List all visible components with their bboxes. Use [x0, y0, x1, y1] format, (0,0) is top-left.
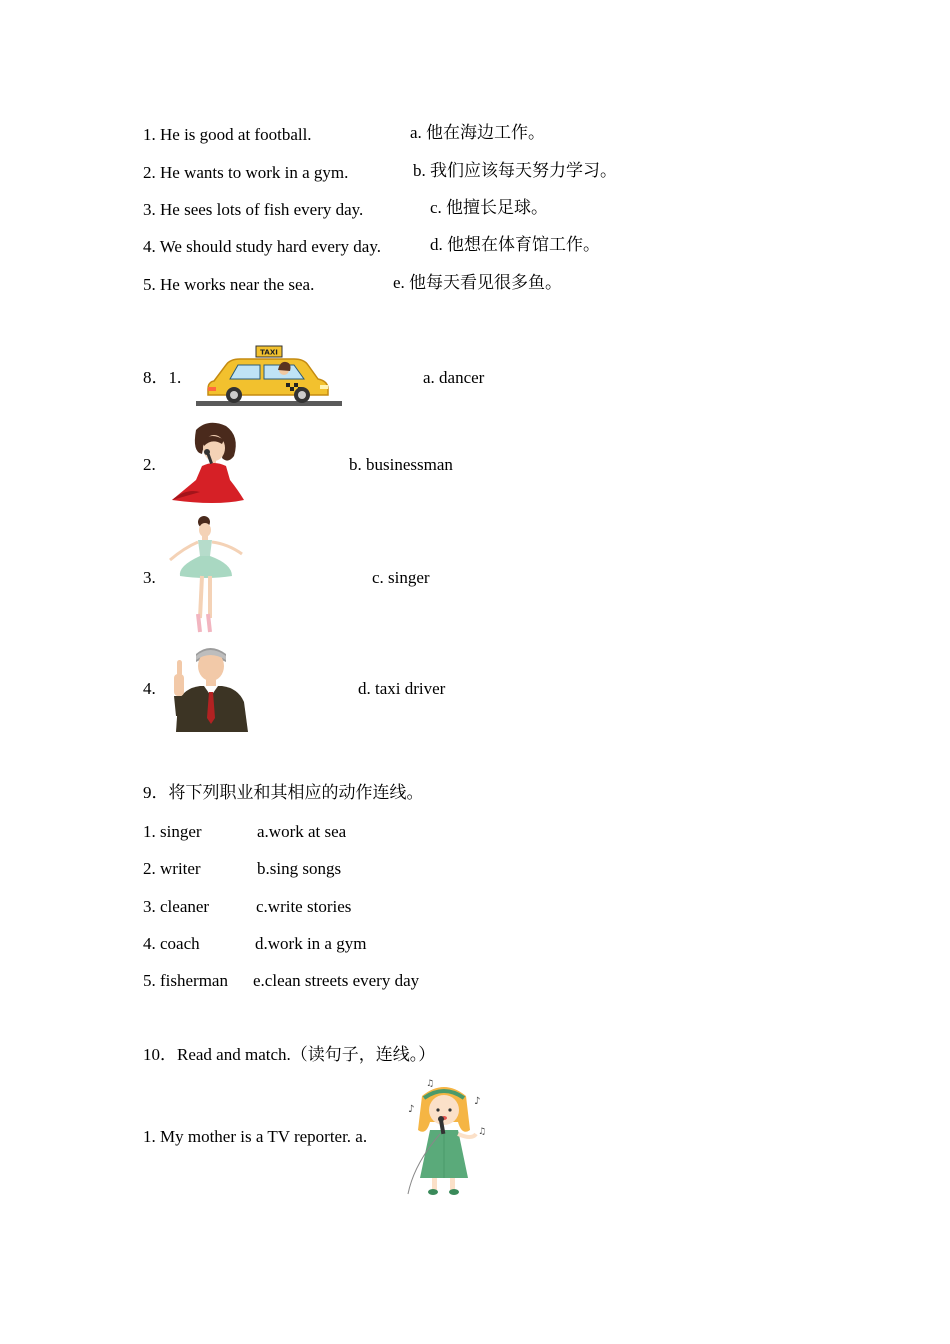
s7-row5-left: 5. He works near the sea. — [143, 275, 315, 294]
s9-row3-right: c.write stories — [256, 897, 352, 916]
s8-option-a: a. dancer — [423, 368, 485, 387]
s10-title: 10．Read and match.（读句子，连线。） — [143, 1045, 436, 1064]
s9-title: 9．将下列职业和其相应的动作连线。 — [143, 783, 424, 802]
s7-row1-right: a. 他在海边工作。 — [410, 123, 546, 142]
svg-text:♫: ♫ — [478, 1127, 486, 1137]
s8-row3-num: 3. — [143, 568, 156, 587]
s9-row5-right: e.clean streets every day — [253, 971, 420, 990]
s9-row5-left: 5. fisherman — [143, 971, 228, 990]
s8-option-b: b. businessman — [349, 455, 453, 474]
s7-row1-left: 1. He is good at football. — [143, 125, 312, 144]
s7-row3-left: 3. He sees lots of fish every day. — [143, 200, 364, 219]
s7-row2-right: b. 我们应该每天努力学习。 — [413, 161, 617, 180]
s10-row1-sentence: 1. My mother is a TV reporter. a. — [143, 1127, 368, 1146]
s8-row4-num: 4. — [143, 679, 156, 698]
s8-number: 8．1. — [143, 368, 182, 387]
s9-row4-left: 4. coach — [143, 934, 200, 953]
svg-text:♪: ♪ — [474, 1096, 481, 1107]
s9-row2-right: b.sing songs — [257, 859, 342, 878]
s9-row1-left: 1. singer — [143, 822, 202, 841]
businessman-icon — [168, 640, 254, 732]
singer-woman-icon — [166, 418, 250, 506]
svg-text:♫: ♫ — [426, 1079, 435, 1089]
s9-row2-left: 2. writer — [143, 859, 201, 878]
s9-row3-left: 3. cleaner — [143, 897, 210, 916]
taxi-icon — [196, 343, 342, 409]
s7-row2-left: 2. He wants to work in a gym. — [143, 163, 349, 182]
svg-text:♪: ♪ — [408, 1104, 415, 1115]
s8-row2-num: 2. — [143, 455, 156, 474]
s7-row4-left: 4. We should study hard every day. — [143, 237, 381, 256]
s7-row3-right: c. 他擅长足球。 — [430, 198, 549, 217]
s8-option-c: c. singer — [372, 568, 430, 587]
ballet-dancer-icon — [166, 514, 248, 636]
s9-row1-right: a.work at sea — [257, 822, 347, 841]
s9-row4-right: d.work in a gym — [255, 934, 367, 953]
s7-row5-right: e. 他每天看见很多鱼。 — [393, 273, 563, 292]
girl-singer-icon — [404, 1074, 486, 1198]
taxi-sign-text: TAXI — [260, 348, 278, 357]
s7-row4-right: d. 他想在体育馆工作。 — [430, 235, 600, 254]
s8-option-d: d. taxi driver — [358, 679, 446, 698]
